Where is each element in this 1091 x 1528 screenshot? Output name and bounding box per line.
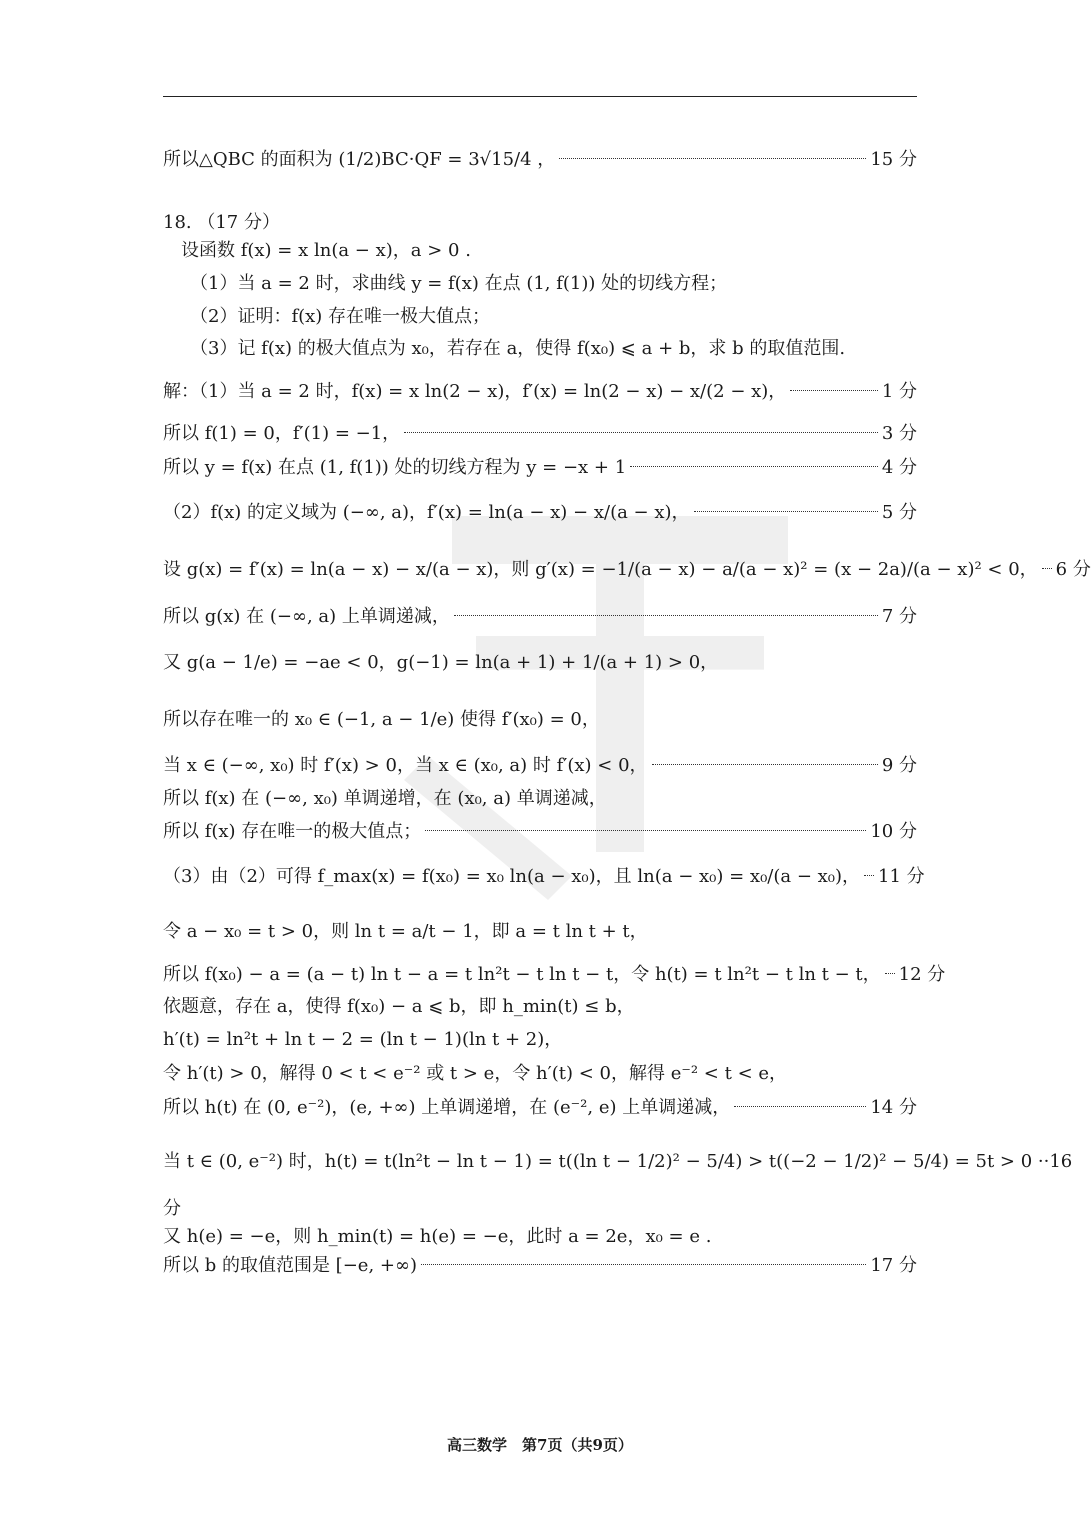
line-text: （2）证明：f(x) 存在唯一极大值点； (163, 306, 491, 327)
solution-line-9 (163, 747, 917, 781)
solution-line-19 (163, 1143, 1073, 1177)
dot-leader (454, 615, 878, 616)
line-text: 当 x ∈ (−∞, x₀) 时 f′(x) > 0，当 x ∈ (x₀, a) 时 f′(x) < 0， (163, 755, 648, 776)
score-label: 4 分 (881, 457, 917, 478)
line-text: 所以 f(x₀) − a = (a − t) ln t − a = t ln²t − t ln t − t，令 h(t) = t ln²t − t ln t − t， (163, 964, 881, 985)
solution-line-1 (163, 373, 917, 407)
question-part-3 (163, 330, 917, 364)
solution-line-12 (163, 858, 925, 892)
line-text: 分 (163, 1198, 181, 1219)
dot-leader (694, 511, 878, 512)
line-text: 所以 f(1) = 0，f′(1) = −1， (163, 423, 401, 444)
solution-line-22 (163, 1247, 917, 1281)
score-label: 11 分 (878, 866, 925, 887)
score-label: 7 分 (881, 606, 917, 627)
page-footer: 高三数学 第7页（共9页） (447, 1436, 633, 1454)
line-text: 令 h′(t) > 0，解得 0 < t < e⁻² 或 t > e，令 h′(t) < 0，解得 e⁻² < t < e， (163, 1063, 788, 1084)
dot-leader (790, 390, 878, 391)
score-label: 1 分 (881, 381, 917, 402)
line-text: 所以△QBC 的面积为 (1/2)BC·QF = 3√15/4 ， (163, 149, 556, 170)
dot-leader (425, 830, 866, 831)
score-label: 17 分 (870, 1255, 917, 1276)
solution-line-17 (163, 1055, 917, 1089)
score-label: 15 分 (870, 149, 917, 170)
line-text: 设函数 f(x) = x ln(a − x)，a > 0 . (163, 240, 471, 261)
line-text: （2）f(x) 的定义域为 (−∞, a)，f′(x) = ln(a − x) − x/(a − x)， (163, 502, 690, 523)
dot-leader (1042, 568, 1052, 569)
line-text: （3）记 f(x) 的极大值点为 x₀，若存在 a，使得 f(x₀) ⩽ a + b，求 b 的取值范围. (163, 338, 846, 359)
line-text: 所以 g(x) 在 (−∞, a) 上单调递减， (163, 606, 450, 627)
solution-line-11 (163, 813, 917, 847)
line-text: 又 h(e) = −e，则 h_min(t) = h(e) = −e，此时 a = 2e，x₀ = e . (163, 1226, 712, 1247)
header-rule (163, 96, 917, 97)
solution-line-16 (163, 1021, 917, 1055)
line-text: 令 a − x₀ = t > 0，则 ln t = a/t − 1，即 a = t ln t + t， (163, 921, 648, 942)
solution-line-10 (163, 780, 917, 814)
line-text: 所以 b 的取值范围是 [−e, +∞) (163, 1255, 417, 1276)
solution-line-6 (163, 598, 917, 632)
line-text: 又 g(a − 1/e) = −ae < 0，g(−1) = ln(a + 1) + 1/(a + 1) > 0， (163, 652, 719, 673)
solution-line-3 (163, 449, 917, 483)
solution-line-18 (163, 1089, 917, 1123)
score-label: 14 分 (870, 1097, 917, 1118)
solution-line-15 (163, 988, 917, 1022)
question-part-1 (163, 265, 917, 299)
line-text: 依题意，存在 a，使得 f(x₀) − a ⩽ b，即 h_min(t) ≤ b， (163, 996, 635, 1017)
question-part-2 (163, 298, 917, 332)
line-text: （1）当 a = 2 时，求曲线 y = f(x) 在点 (1, f(1)) 处的切线方程； (163, 273, 728, 294)
solution-line-2 (163, 415, 917, 449)
line-text: 设 g(x) = f′(x) = ln(a − x) − x/(a − x)，则 g′(x) = −1/(a − x) − a/(a − x)² = (x − 2a)/(a − x)² < 0， (163, 559, 1038, 580)
line-1 (163, 141, 917, 175)
line-text: 当 t ∈ (0, e⁻²) 时，h(t) = t(ln²t − ln t − 1) = t((ln t − 1/2)² − 5/4) > t((−2 − 1/2)² − 5/4) = 5t > 0 ··16 (163, 1151, 1073, 1172)
line-text: 18. （17 分） (163, 212, 280, 233)
line-text: 解：（1）当 a = 2 时，f(x) = x ln(2 − x)，f′(x) = ln(2 − x) − x/(2 − x)， (163, 381, 787, 402)
score-label: 6 分 (1055, 559, 1091, 580)
dot-leader (421, 1264, 866, 1265)
solution-line-13 (163, 913, 917, 947)
solution-line-4 (163, 494, 917, 528)
line-text: （3）由（2）可得 f_max(x) = f(x₀) = x₀ ln(a − x₀)，且 ln(a − x₀) = x₀/(a − x₀)， (163, 866, 861, 887)
line-text: 所以 h(t) 在 (0, e⁻²)，(e, +∞) 上单调递增，在 (e⁻², e) 上单调递减， (163, 1097, 731, 1118)
line-text: 所以 y = f(x) 在点 (1, f(1)) 处的切线方程为 y = −x + 1 (163, 457, 627, 478)
solution-line-14 (163, 956, 946, 990)
dot-leader (652, 764, 878, 765)
dot-leader (559, 158, 866, 159)
score-label: 3 分 (881, 423, 917, 444)
dot-leader (630, 466, 878, 467)
line-text: h′(t) = ln²t + ln t − 2 = (ln t − 1)(ln t + 2)， (163, 1029, 563, 1050)
line-text: 所以存在唯一的 x₀ ∈ (−1, a − 1/e) 使得 f′(x₀) = 0， (163, 709, 600, 730)
solution-line-5 (163, 551, 1091, 585)
dot-leader (885, 973, 895, 974)
score-label: 5 分 (881, 502, 917, 523)
score-label: 12 分 (898, 964, 946, 985)
line-text: 所以 f(x) 在 (−∞, x₀) 单调递增，在 (x₀, a) 单调递减， (163, 788, 607, 809)
solution-line-7 (163, 644, 917, 678)
score-label: 10 分 (870, 821, 917, 842)
solution-line-8 (163, 701, 917, 735)
dot-leader (864, 875, 874, 876)
question-stem (163, 232, 917, 266)
dot-leader (734, 1106, 866, 1107)
dot-leader (404, 432, 878, 433)
score-label: 9 分 (881, 755, 917, 776)
line-text: 所以 f(x) 存在唯一的极大值点； (163, 821, 422, 842)
